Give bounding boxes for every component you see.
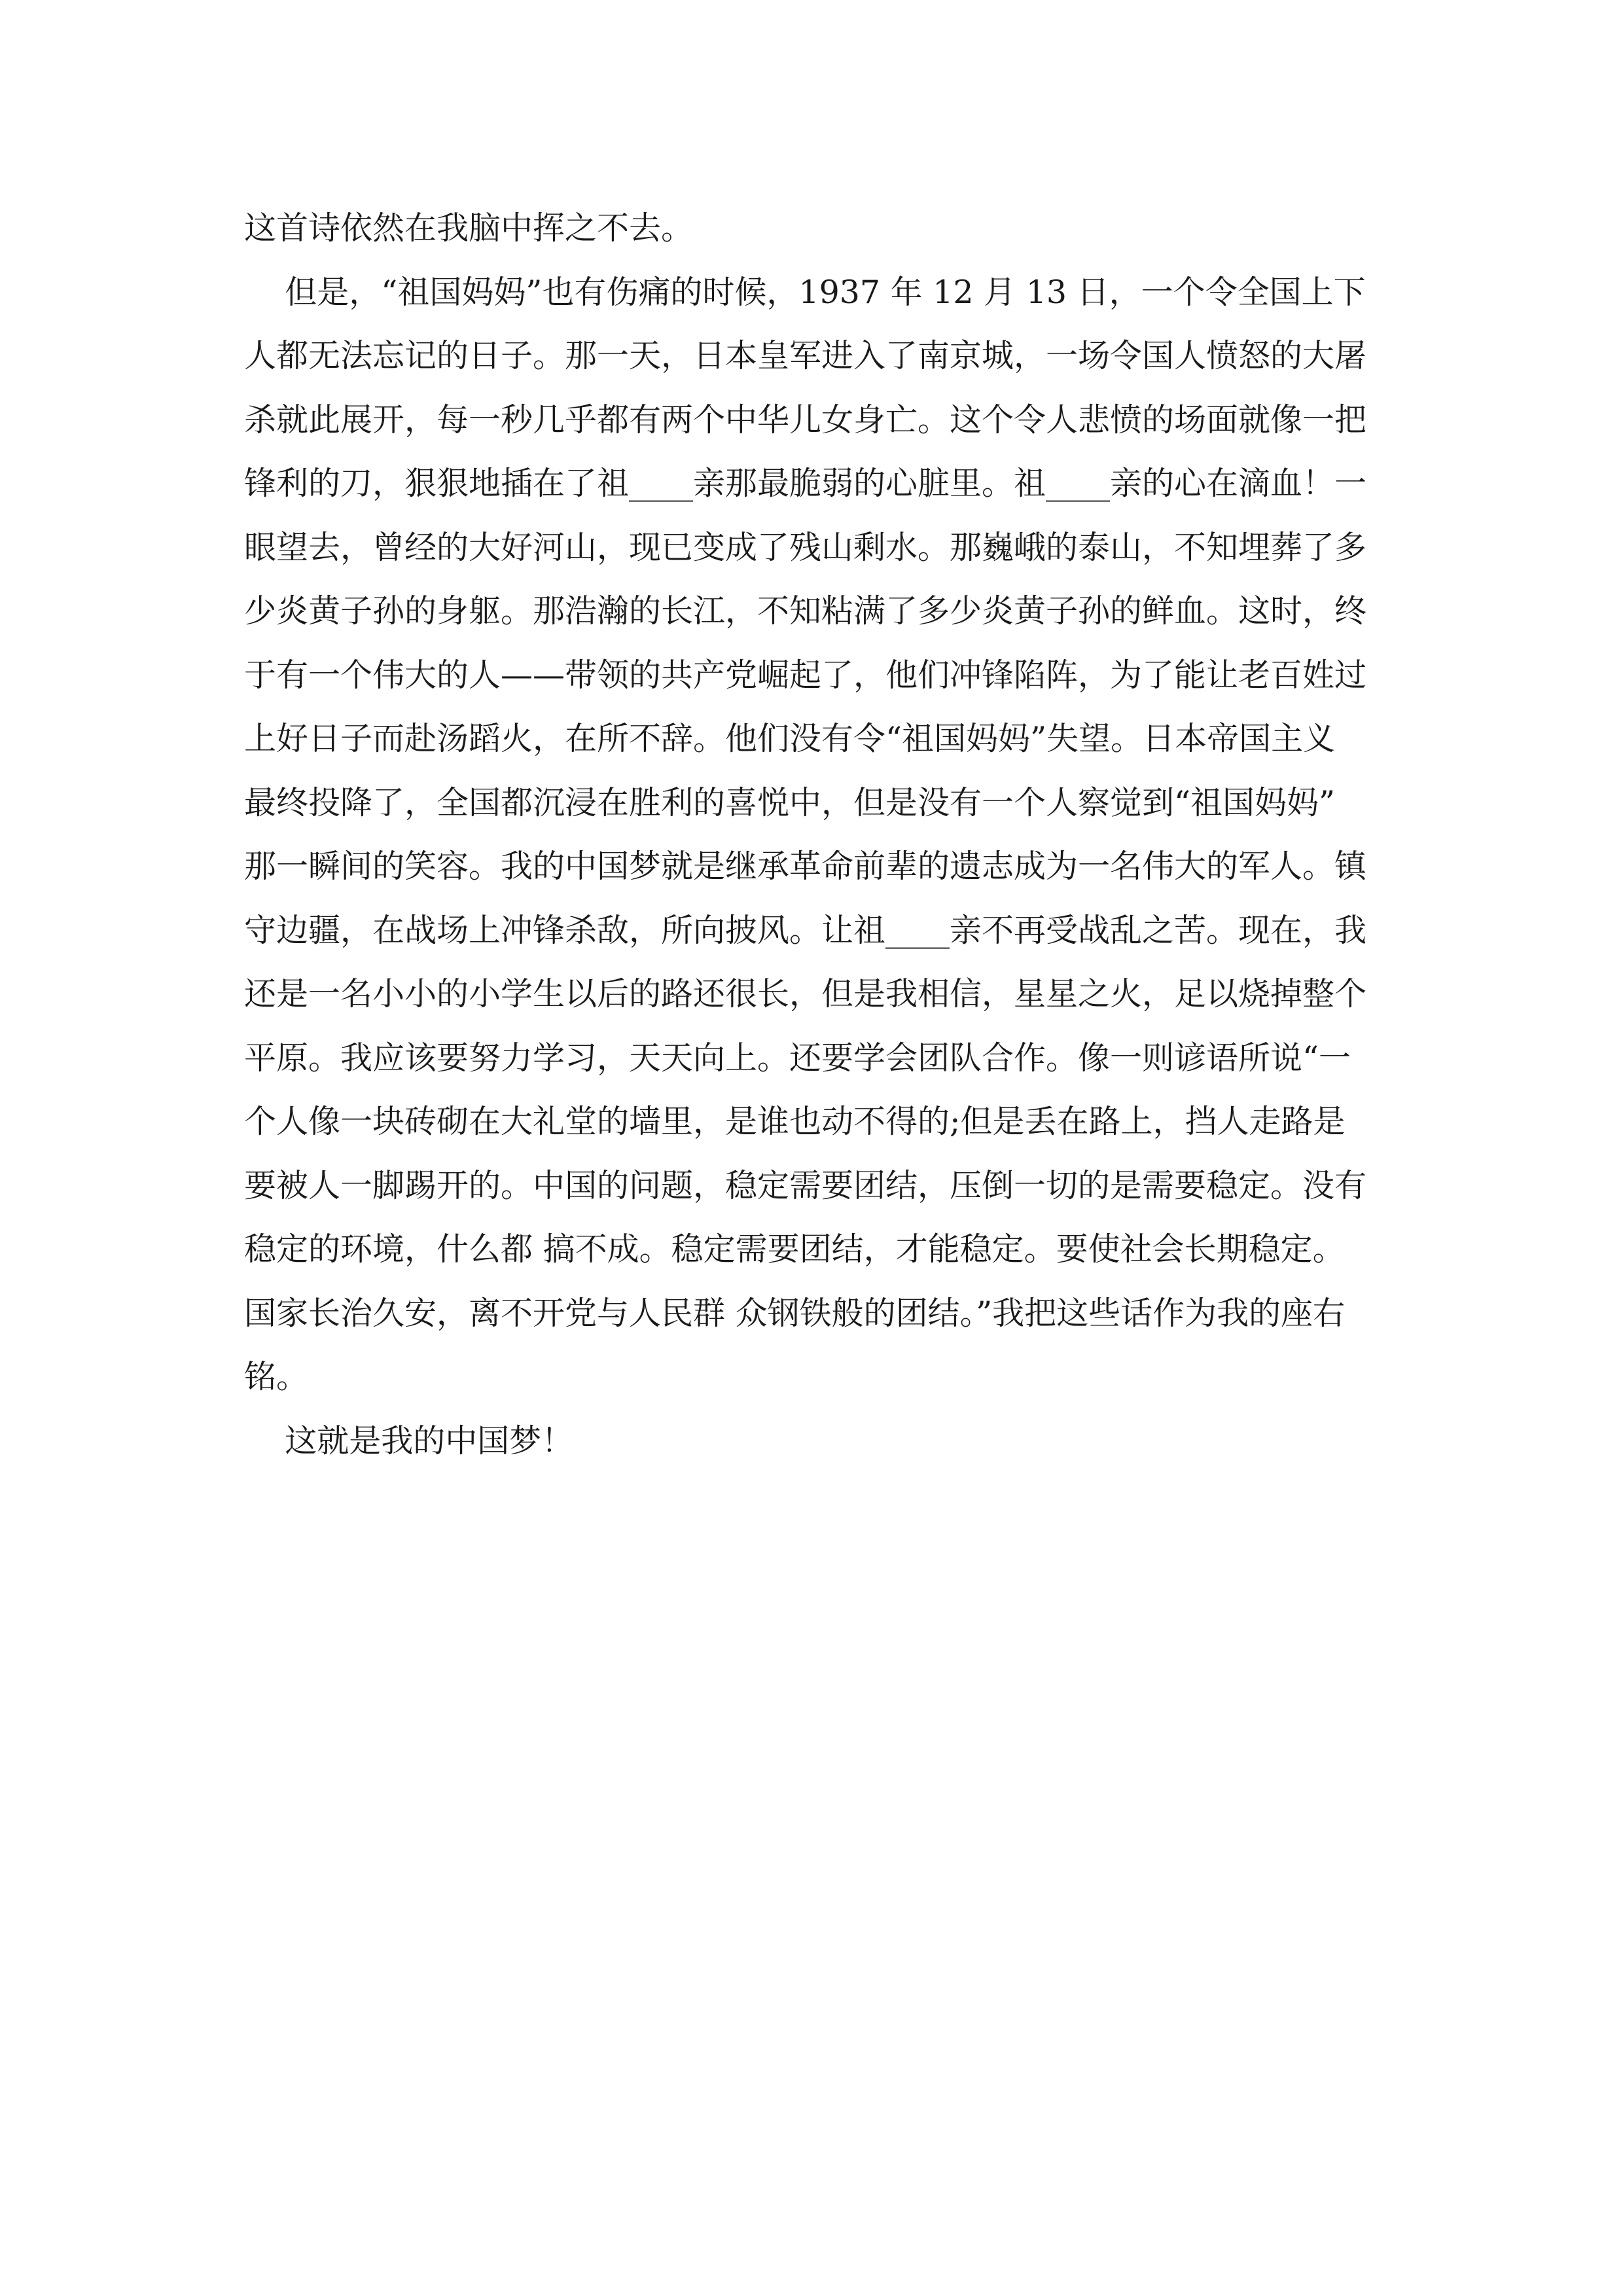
text-line: 稳定的环境，什么都 搞不成。稳定需要团结，才能稳定。要使社会长期稳定。 [244, 1230, 1345, 1268]
text-line: 守边疆，在战场上冲锋杀敌，所向披风。让祖____亲不再受战乱之苦。现在，我 [244, 911, 1367, 949]
text-line: 上好日子而赴汤蹈火，在所不辞。他们没有令“祖国妈妈”失望。日本帝国主义 [244, 720, 1336, 757]
text-line: 平原。我应该要努力学习，天天向上。还要学会团队合作。像一则谚语所说“一 [244, 1039, 1351, 1077]
text-line: 那一瞬间的笑容。我的中国梦就是继承革命前辈的遗志成为一名伟大的军人。镇 [244, 848, 1367, 885]
text-line: 少炎黄子孙的身躯。那浩瀚的长江，不知粘满了多少炎黄子孙的鲜血。这时，终 [244, 592, 1367, 630]
text-line: 这就是我的中国梦！ [244, 1422, 574, 1460]
text-line: 杀就此展开，每一秒几乎都有两个中华儿女身亡。这个令人悲愤的场面就像一把 [244, 401, 1367, 439]
text-line: 这首诗依然在我脑中挥之不去。 [244, 209, 694, 247]
text-line: 要被人一脚踢开的。中国的问题，稳定需要团结，压倒一切的是需要稳定。没有 [244, 1166, 1367, 1204]
text-line: 铭。 [244, 1358, 309, 1395]
text-line: 眼望去，曾经的大好河山，现已变成了残山剩水。那巍峨的泰山，不知埋葬了多 [244, 528, 1367, 566]
text-line: 人都无法忘记的日子。那一天，日本皇军进入了南京城，一场令国人愤怒的大屠 [244, 337, 1367, 374]
body-text [244, 196, 1383, 1473]
text-line: 于有一个伟大的人——带领的共产党崛起了，他们冲锋陷阵，为了能让老百姓过 [244, 656, 1367, 694]
text-line: 但是，“祖国妈妈”也有伤痛的时候，1937 年 12 月 13 日，一个令全国上下 [244, 273, 1366, 311]
text-line: 锋利的刀，狠狠地插在了祖____亲那最脆弱的心脏里。祖____亲的心在滴血！一 [244, 465, 1367, 502]
text-line: 个人像一块砖砌在大礼堂的墙里，是谁也动不得的;但是丢在路上，挡人走路是 [244, 1103, 1346, 1140]
text-line: 国家长治久安，离不开党与人民群 众钢铁般的团结。”我把这些话作为我的座右 [244, 1294, 1346, 1332]
text-line: 最终投降了，全国都沉浸在胜利的喜悦中，但是没有一个人察觉到“祖国妈妈” [244, 783, 1336, 821]
text-line: 还是一名小小的小学生以后的路还很长，但是我相信，星星之火，足以烧掉整个 [244, 975, 1367, 1013]
